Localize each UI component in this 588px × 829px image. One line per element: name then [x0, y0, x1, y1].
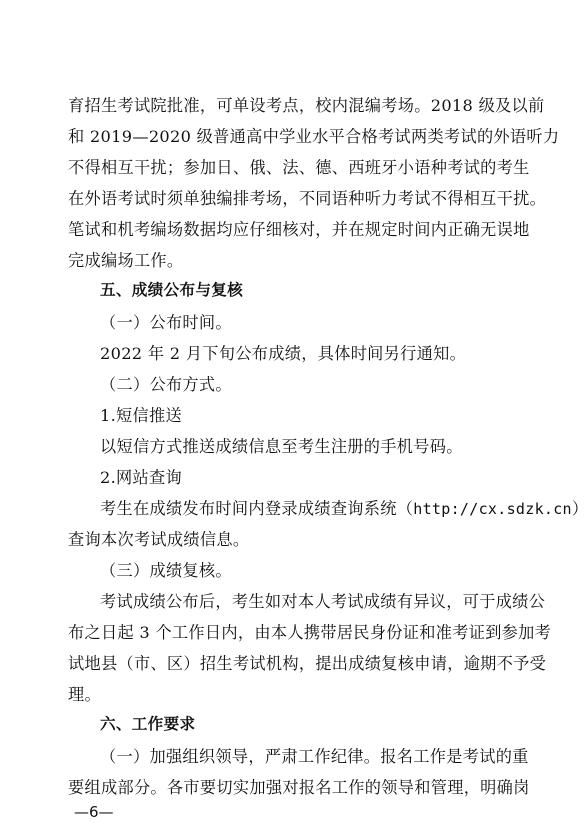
- paragraph-line: 和 2019—2020 级普通高中学业水平合格考试两类考试的外语听力: [68, 127, 560, 146]
- paragraph-line: 考试成绩公布后，考生如对本人考试成绩有异议，可于成绩公: [100, 592, 546, 611]
- paragraph-line: 不得相互干扰；参加日、俄、法、德、西班牙小语种考试的考生: [68, 158, 530, 177]
- paragraph-line: 完成编场工作。: [68, 251, 184, 270]
- method-web-text: [100, 495, 588, 519]
- paragraph-line: 笔试和机考编场数据均应仔细核对，并在规定时间内正确无误地: [68, 220, 530, 239]
- method-sms-text: 以短信方式推送成绩信息至考生注册的手机号码。: [100, 437, 463, 456]
- paragraph-line: 育招生考试院批准，可单设考点，校内混编考场。2018 级及以前: [68, 96, 545, 115]
- publish-time-text: 2022 年 2 月下旬公布成绩，具体时间另行通知。: [100, 344, 467, 363]
- subheading-publish-time: （一）公布时间。: [100, 313, 232, 332]
- query-url-link[interactable]: http://cx.sdzk.cn: [413, 500, 572, 518]
- method-sms-heading: 1.短信推送: [100, 406, 182, 425]
- page-number: —6—: [74, 803, 114, 821]
- paragraph-line: 在外语考试时须单独编排考场，不同语种听力考试不得相互干扰。: [68, 189, 547, 208]
- paragraph-line: 要组成部分。各市要切实加强对报名工作的领导和管理，明确岗: [68, 778, 530, 797]
- paragraph-line: （一）加强组织领导，严肃工作纪律。报名工作是考试的重: [100, 747, 529, 766]
- section-heading-6: 六、工作要求: [100, 715, 196, 733]
- paragraph-line: 查询本次考试成绩信息。: [68, 530, 250, 549]
- paragraph-line: 理。: [68, 685, 101, 704]
- method-web-heading: 2.网站查询: [100, 468, 182, 487]
- web-text-after: ）: [571, 499, 588, 518]
- web-text-before: 考生在成绩发布时间内登录成绩查询系统（: [100, 499, 414, 518]
- subheading-publish-method: （二）公布方式。: [100, 375, 232, 394]
- paragraph-line: 布之日起 3 个工作日内，由本人携带居民身份证和准考证到参加考: [68, 623, 552, 642]
- section-heading-5: 五、成绩公布与复核: [100, 281, 244, 299]
- paragraph-line: 试地县（市、区）招生考试机构，提出成绩复核申请，逾期不予受: [68, 654, 547, 673]
- subheading-review: （三）成绩复核。: [100, 561, 232, 580]
